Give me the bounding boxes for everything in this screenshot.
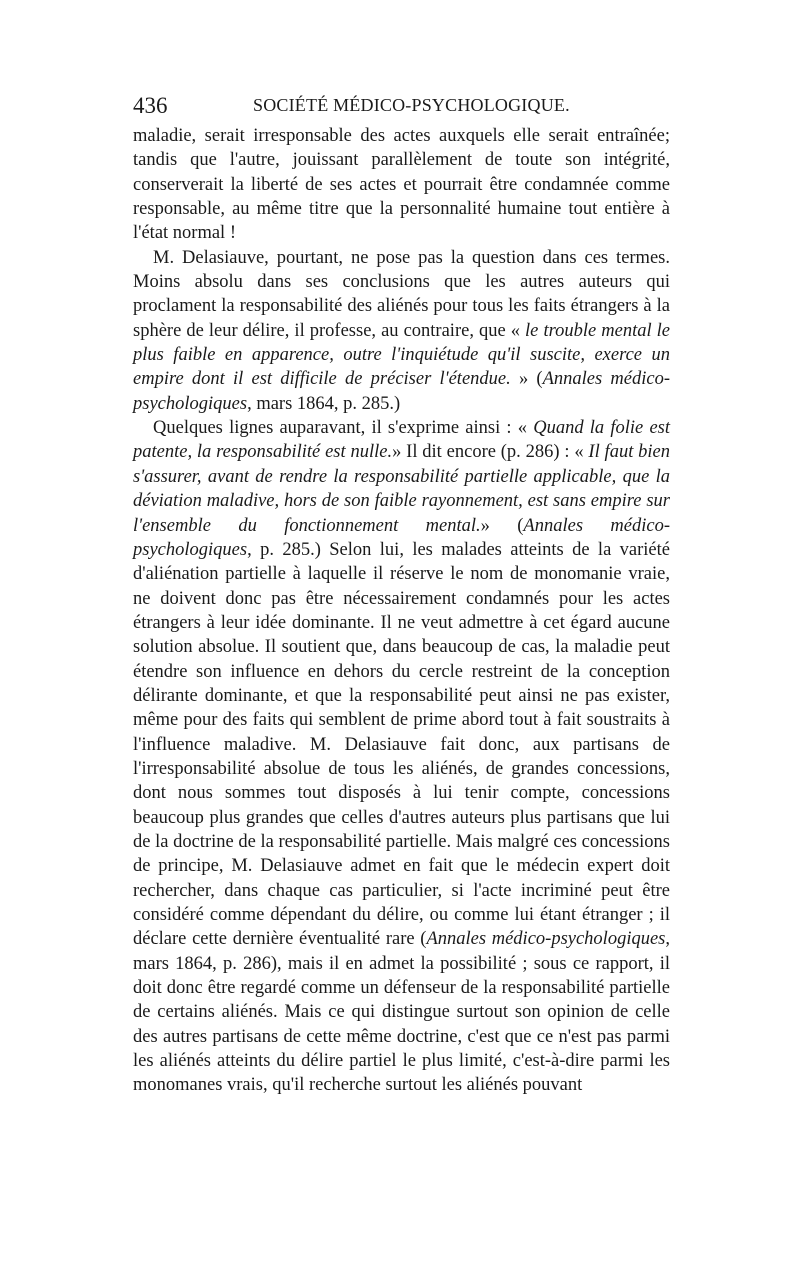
text-run: » ( (510, 369, 543, 390)
paragraph (133, 246, 670, 416)
italic-text: Quand la folie est patente, la responsabilité est nulle. (133, 418, 670, 463)
italic-text: Annales médico-psychologiques (426, 929, 666, 950)
page-number: 436 (133, 93, 168, 118)
text-run: , p. 285.) Selon lui, les malades atteints de la variété d'aliénation partielle à laquelle il réserve le nom de monomanie vraie, ne doivent donc pas être nécessairement condamnés pour les actes étrangers à leur idée dominante. Il ne veut admettre à cet égard aucune solution absolue. Il soutient que, dans beaucoup de cas, la maladie peut étendre son influence en dehors du cercle restreint de la conception délirante dominante, et que la responsabilité peut ainsi ne pas exister, même pour des faits qui semblent de prime abord tout à fait soustraits à l'influence maladive. M. Delasiauve fait donc, aux partisans de l'irresponsabilité absolue de tous les aliénés, de grandes concessions, dont nous sommes tout disposés à lui tenir compte, concessions beaucoup plus grandes que celles d'autres auteurs plus partisans que lui de la doctrine de la responsabilité partielle. Mais malgré ces concessions de principe, M. Delasiauve admet en fait que le médecin expert doit rechercher, dans chaque cas particulier, si l'acte incriminé peut être considéré comme dépendant du délire, ou comme lui étant étranger ; il déclare cette dernière éventualité rare ( (133, 539, 670, 950)
italic-text: Il faut bien s'assurer, avant de rendre la responsabilité partielle applicable, que la déviation maladive, hors de son faible rayonnement, est sans empire sur l'ensemble du fonctionnement mental. (133, 442, 671, 536)
body-text (133, 124, 670, 1098)
paragraph (133, 416, 670, 1098)
page-header (133, 93, 670, 119)
text-run: M. Delasiauve, pourtant, ne pose pas la question dans ces termes. Moins absolu dans ses conclusions que les autres auteurs qui proclament la responsabilité des aliénés pour tous les faits étrangers à la sphère de leur délire, il professe, au contraire, que « (133, 247, 670, 341)
paragraph (133, 124, 670, 246)
text-run: , mars 1864, p. 286), mais il en admet la possibilité ; sous ce rapport, il doit donc être regardé comme un défenseur de la responsabilité partielle de certains aliénés. Mais ce qui distingue surtout son opinion de celle des autres partisans de cette même doctrine, c'est que ce n'est pas parmi les aliénés atteints du délire partiel le plus limité, c'est-à-dire parmi les monomanes vrais, qu'il recherche surtout les aliénés pouvant (133, 929, 671, 1096)
text-run: maladie, serait irresponsable des actes auxquels elle serait entraînée; tandis que l'autre, jouissant parallèlement de toute son intégrité, conserverait la liberté de ses actes et pourrait être condamnée comme responsable, au même titre que la personnalité humaine tout entière à l'état normal ! (133, 126, 670, 244)
text-run: » Il dit encore (p. 286) : « (392, 442, 589, 463)
running-title: SOCIÉTÉ MÉDICO-PSYCHOLOGIQUE. (253, 95, 570, 115)
italic-text: Annales médico-psychologiques (133, 369, 670, 414)
text-run: » ( (480, 515, 524, 536)
italic-text: le trouble mental le plus faible en apparence, outre l'inquiétude qu'il suscite, exerce un empire dont il est difficile de préciser l'étendue. (133, 320, 670, 390)
text-run: , mars 1864, p. 285.) (247, 393, 401, 414)
italic-text: Annales médico-psychologiques (133, 515, 670, 560)
text-run: Quelques lignes auparavant, il s'exprime ainsi : « (153, 418, 534, 439)
